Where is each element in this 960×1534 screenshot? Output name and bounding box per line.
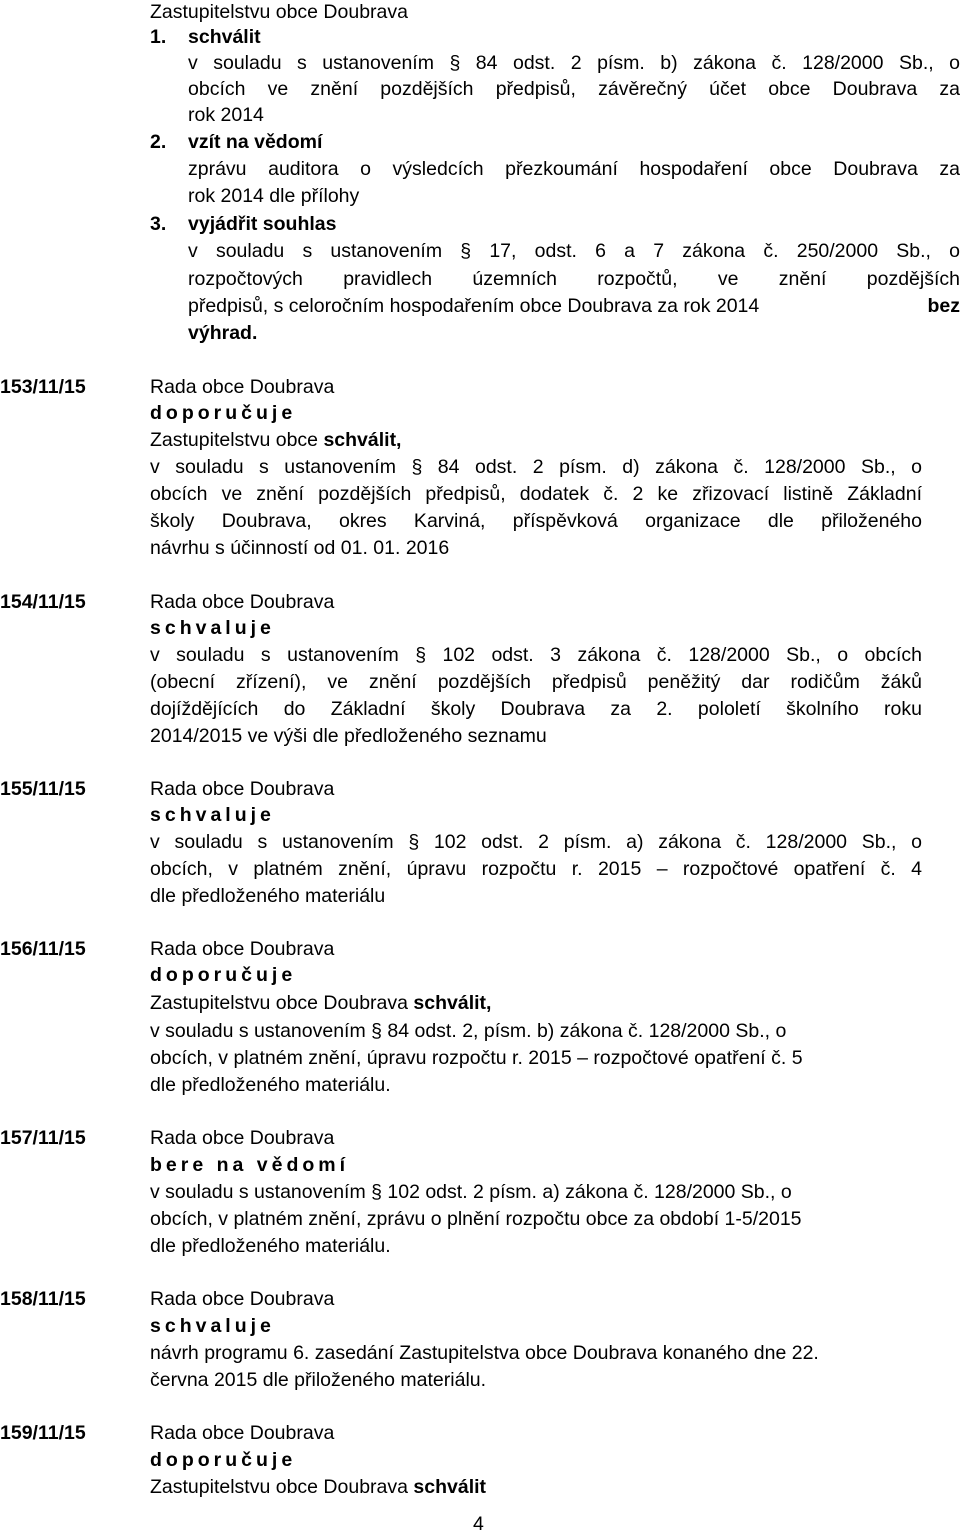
resolution-verb: schvaluje [150, 1315, 275, 1337]
resolution-number: 158/11/15 [0, 1288, 86, 1310]
item-1-verb: schválit [188, 26, 261, 48]
resolution-text-bold: schválit [413, 1476, 487, 1498]
resolution-text-line: 2014/2015 ve výši dle předloženého seznamu [150, 725, 547, 747]
item-3-number: 3. [150, 213, 167, 235]
resolution-text-line: obcích, v platném znění, zprávu o plnění rozpočtu obce za období 1-5/2015 [150, 1208, 802, 1230]
resolution-text-line: v souladu s ustanovením § 84 odst. 2, písm. b) zákona č. 128/2000 Sb., o [150, 1020, 787, 1042]
item-2-verb: vzít na vědomí [188, 131, 323, 153]
item-2-text-line: zprávu auditora o výsledcích přezkoumání hospodaření obce Doubrava za [188, 158, 960, 180]
resolution-number: 159/11/15 [0, 1422, 86, 1444]
resolution-text-line: dle předloženého materiálu. [150, 1235, 391, 1257]
item-3-text-line: rozpočtových pravidlech územních rozpočtů, ve znění pozdějších [188, 268, 960, 290]
resolution-text-line: návrh programu 6. zasedání Zastupitelstva obce Doubrava konaného dne 22. [150, 1342, 819, 1364]
resolution-number: 157/11/15 [0, 1127, 86, 1149]
resolution-number: 156/11/15 [0, 938, 86, 960]
continuation-recipient: Zastupitelstvu obce Doubrava [150, 1, 408, 23]
resolution-text: Zastupitelstvu obce [150, 429, 319, 451]
item-1-number: 1. [150, 26, 167, 48]
resolution-text-line [150, 1475, 486, 1499]
resolution-number: 153/11/15 [0, 376, 86, 398]
resolution-text-line [150, 991, 491, 1015]
resolution-verb: bere na vědomí [150, 1154, 350, 1176]
resolution-verb: doporučuje [150, 1449, 297, 1471]
resolution-heading: Rada obce Doubrava [150, 1288, 335, 1310]
item-3-verb: vyjádřit souhlas [188, 213, 337, 235]
resolution-verb: schvaluje [150, 804, 275, 826]
item-3-text-line: v souladu s ustanovením § 17, odst. 6 a 7 zákona č. 250/2000 Sb., o [188, 240, 960, 262]
item-1-text-line: v souladu s ustanovením § 84 odst. 2 písm. b) zákona č. 128/2000 Sb., o [188, 52, 960, 74]
resolution-text-line: dojíždějících do Základní školy Doubrava za 2. pololetí školního roku [150, 698, 922, 720]
resolution-heading: Rada obce Doubrava [150, 1422, 335, 1444]
resolution-text-line: návrhu s účinností od 01. 01. 2016 [150, 537, 450, 559]
item-2-number: 2. [150, 131, 167, 153]
resolution-text-line: dle předloženého materiálu [150, 885, 386, 907]
resolution-verb: doporučuje [150, 402, 297, 424]
resolution-verb: doporučuje [150, 964, 297, 986]
resolution-text-line [150, 428, 401, 452]
resolution-number: 155/11/15 [0, 778, 86, 800]
resolution-text-bold: schválit, [413, 992, 492, 1014]
resolution-text-line: dle předloženého materiálu. [150, 1074, 391, 1096]
resolution-text-line: obcích, v platném znění, úpravu rozpočtu r. 2015 – rozpočtové opatření č. 5 [150, 1047, 803, 1069]
resolution-heading: Rada obce Doubrava [150, 376, 335, 398]
resolution-text-line: v souladu s ustanovením § 84 odst. 2 písm. d) zákona č. 128/2000 Sb., o [150, 456, 922, 478]
resolution-verb: schvaluje [150, 617, 275, 639]
page-number: 4 [473, 1513, 484, 1534]
resolution-text-line: června 2015 dle přiloženého materiálu. [150, 1369, 487, 1391]
resolution-number: 154/11/15 [0, 591, 86, 613]
resolution-heading: Rada obce Doubrava [150, 778, 335, 800]
item-3-text-line [188, 294, 960, 318]
resolution-heading: Rada obce Doubrava [150, 938, 335, 960]
resolution-text-bold: schválit, [323, 429, 402, 451]
resolution-heading: Rada obce Doubrava [150, 591, 335, 613]
item-1-text-line: obcích ve znění pozdějších předpisů, závěrečný účet obce Doubrava za [188, 78, 960, 100]
resolution-text: Zastupitelstvu obce Doubrava [150, 992, 408, 1014]
item-3-text-bold: bez [927, 295, 960, 317]
resolution-text: Zastupitelstvu obce Doubrava [150, 1476, 408, 1498]
resolution-text-line: obcích, v platném znění, úpravu rozpočtu r. 2015 – rozpočtové opatření č. 4 [150, 858, 922, 880]
item-3-text: předpisů, s celoročním hospodařením obce Doubrava za rok 2014 [188, 295, 760, 317]
resolution-heading: Rada obce Doubrava [150, 1127, 335, 1149]
resolution-text-line: v souladu s ustanovením § 102 odst. 2 písm. a) zákona č. 128/2000 Sb., o [150, 831, 922, 853]
resolution-text-line: (obecní zřízení), ve znění pozdějších předpisů peněžitý dar rodičům žáků [150, 671, 922, 693]
item-2-text-line: rok 2014 dle přílohy [188, 185, 360, 207]
resolution-text-line: v souladu s ustanovením § 102 odst. 3 zákona č. 128/2000 Sb., o obcích [150, 644, 922, 666]
item-3-text-line: výhrad. [188, 322, 258, 344]
resolution-text-line: školy Doubrava, okres Karviná, příspěvková organizace dle přiloženého [150, 510, 922, 532]
item-1-text-line: rok 2014 [188, 104, 264, 126]
resolution-text-line: obcích ve znění pozdějších předpisů, dodatek č. 2 ke zřizovací listině Základní [150, 483, 922, 505]
resolution-text-line: v souladu s ustanovením § 102 odst. 2 písm. a) zákona č. 128/2000 Sb., o [150, 1181, 792, 1203]
